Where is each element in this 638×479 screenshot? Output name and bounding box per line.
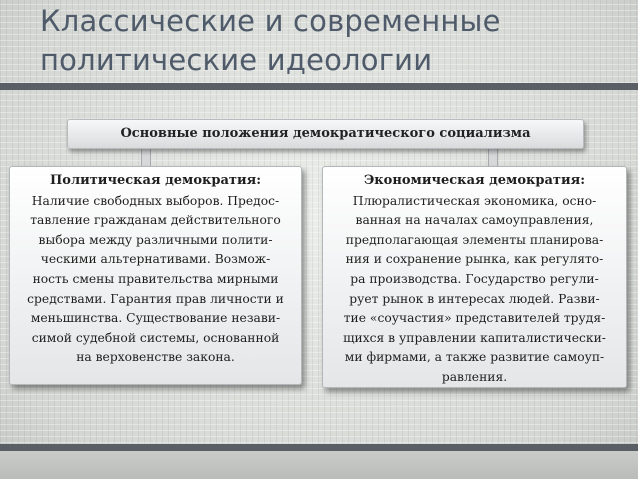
economic-democracy-title: Экономическая демократия: xyxy=(363,173,586,188)
right-line: равления. xyxy=(441,369,508,384)
right-line: ми фирмами, а также развитие самоуп- xyxy=(344,350,605,365)
top-divider-band xyxy=(0,83,638,90)
left-line: на верховенстве закона. xyxy=(76,350,235,365)
slide-title-line-2: политические идеологии xyxy=(40,43,433,77)
header-text: Основные положения демократического социализма xyxy=(120,126,531,141)
right-line: предполагающая элементы планирова- xyxy=(345,232,604,247)
header-box xyxy=(67,119,584,149)
right-line: щихся в управлении капиталистически- xyxy=(343,330,606,345)
left-line: меньшинства. Существование незави- xyxy=(30,311,281,326)
right-line: ния и сохранение рынка, как регулято- xyxy=(345,252,604,267)
bottom-divider-band xyxy=(0,444,638,451)
right-line: ванная на началах самоуправления, xyxy=(355,213,594,228)
right-line: тие «соучастия» представителей трудя- xyxy=(343,311,606,326)
right-line: рует рынок в интересах людей. Разви- xyxy=(349,291,600,306)
left-line: симой судебной системы, основанной xyxy=(31,330,280,345)
slide-title xyxy=(40,2,630,80)
economic-democracy-box xyxy=(322,166,627,388)
political-democracy-title: Политическая демократия: xyxy=(50,173,261,188)
connector-right xyxy=(488,146,498,167)
left-line: средствами. Гарантия прав личности и xyxy=(27,291,284,306)
left-line: ческими альтернативами. Возмож- xyxy=(40,252,271,267)
left-line: тавление гражданам действительного xyxy=(30,213,281,228)
slide-title-line-1: Классические и современные xyxy=(40,4,501,38)
left-line: ность смены правительства мирными xyxy=(32,271,279,286)
right-line: ра производства. Государство регули- xyxy=(350,271,599,286)
left-line: Наличие свободных выборов. Предос- xyxy=(31,193,280,208)
right-line: Плюралистическая экономика, осно- xyxy=(352,193,597,208)
connector-left xyxy=(141,146,151,167)
political-democracy-box xyxy=(9,166,302,385)
left-line: выбора между различными полити- xyxy=(38,232,273,247)
bottom-strip xyxy=(0,451,638,479)
